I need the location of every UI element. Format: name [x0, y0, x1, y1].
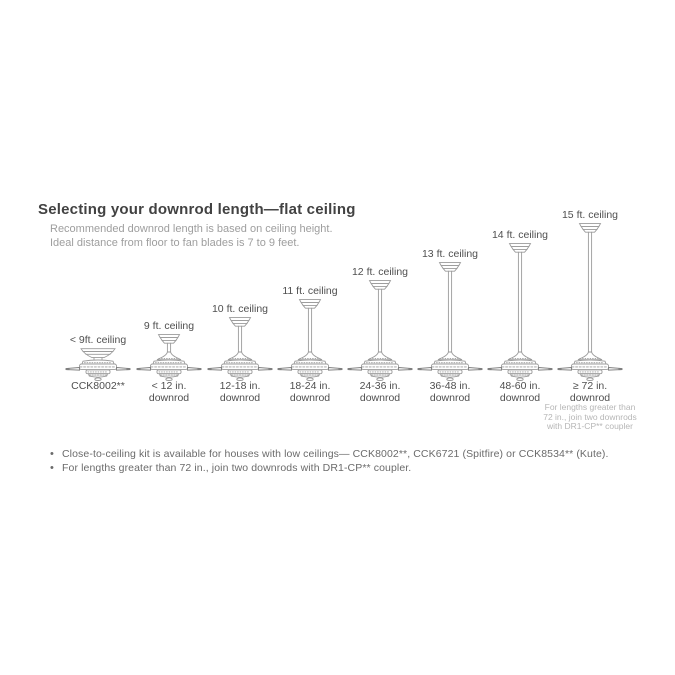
fan-group-12ft: [340, 266, 420, 404]
fan-group-9ft: [129, 320, 209, 404]
downrod-size-label: 12-18 in. downrod: [219, 380, 261, 404]
subtitle-line-1: Recommended downrod length is based on ceiling height.: [50, 223, 333, 235]
ceiling-height-label: 14 ft. ceiling: [491, 229, 549, 241]
page-title: Selecting your downrod length—flat ceiling: [38, 201, 356, 218]
fan-group-14ft: [480, 229, 560, 404]
ceiling-height-label: 11 ft. ceiling: [282, 285, 338, 297]
page-subtitle: [50, 222, 333, 250]
ceiling-height-label: 13 ft. ceiling: [421, 248, 479, 260]
fan-group-under-9ft: [58, 334, 138, 392]
ceiling-height-label: < 9ft. ceiling: [69, 334, 127, 346]
subtitle-line-2: Ideal distance from floor to fan blades is 7 to 9 feet.: [50, 237, 300, 249]
fan-group-10ft: [200, 303, 280, 404]
fan-group-13ft: [410, 248, 490, 404]
footnotes: [50, 447, 609, 475]
ceiling-fan-illustration: [340, 280, 420, 383]
downrod-size-label: CCK8002**: [71, 380, 125, 392]
bullet-icon: •: [50, 448, 54, 460]
ceiling-height-label: 9 ft. ceiling: [143, 320, 195, 332]
ceiling-fan-illustration: [200, 317, 280, 383]
fan-group-15ft: [550, 209, 630, 404]
footnote-close-to-ceiling: • Close-to-ceiling kit is available for houses with low ceilings— CCK8002**, CCK6721 (Spitfire) or CCK8534** (Kute).: [50, 448, 609, 460]
downrod-size-label: 18-24 in. downrod: [289, 380, 331, 404]
ceiling-fan-illustration: [58, 348, 138, 383]
downrod-size-label: 36-48 in. downrod: [429, 380, 471, 404]
ceiling-fan-illustration: [129, 334, 209, 383]
bullet-icon: •: [50, 462, 54, 474]
ceiling-height-label: 12 ft. ceiling: [351, 266, 409, 278]
ceiling-fan-illustration: [270, 299, 350, 383]
ceiling-height-label: 15 ft. ceiling: [561, 209, 619, 221]
coupler-note: For lengths greater than 72 in., join two downrods with DR1-CP** coupler: [543, 402, 637, 431]
ceiling-fan-illustration: [480, 243, 560, 383]
ceiling-fan-illustration: [550, 223, 630, 383]
downrod-size-label: 48-60 in. downrod: [499, 380, 541, 404]
downrod-size-label: ≥ 72 in. downrod: [569, 380, 611, 404]
fan-group-11ft: [270, 285, 350, 404]
downrod-size-label: < 12 in. downrod: [148, 380, 190, 404]
ceiling-height-label: 10 ft. ceiling: [211, 303, 269, 315]
footnote-coupler: • For lengths greater than 72 in., join two downrods with DR1-CP** coupler.: [50, 462, 412, 474]
ceiling-fan-illustration: [410, 262, 490, 383]
downrod-size-label: 24-36 in. downrod: [359, 380, 401, 404]
